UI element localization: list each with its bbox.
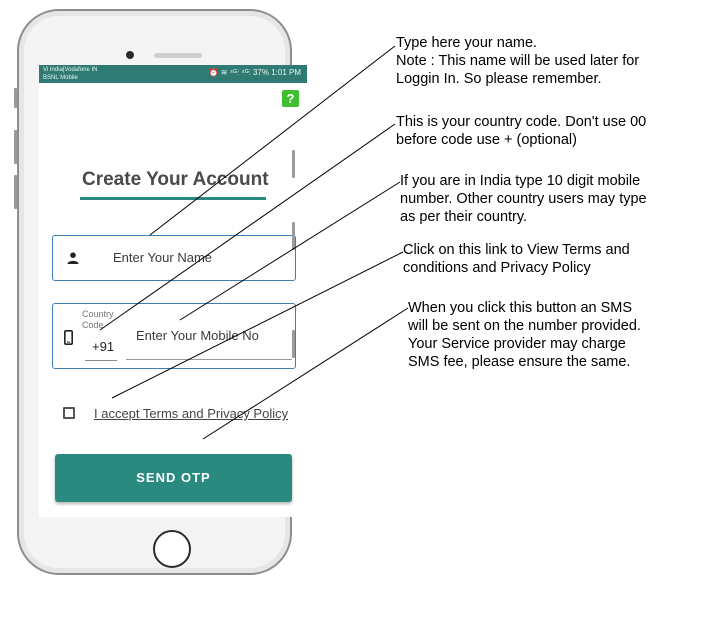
annotation-country-code: This is your country code. Don't use 00 before code use + (optional)	[396, 114, 647, 148]
country-code-label: Country Code	[82, 309, 114, 330]
leader-otp	[203, 308, 408, 439]
send-otp-button[interactable]: SEND OTP	[55, 454, 292, 502]
terms-link[interactable]: I accept Terms and Privacy Policy	[94, 406, 289, 421]
clock-time: 1:01 PM	[271, 68, 301, 77]
country-code-input[interactable]: +91	[92, 339, 115, 354]
annotation-name: Type here your name. Note : This name will be used later for Loggin In. So please remember.	[396, 35, 640, 87]
carrier-secondary: BSNL Mobile	[43, 75, 78, 81]
page-title: Create Your Account	[82, 169, 269, 190]
battery-level: 37%	[252, 68, 269, 77]
leader-name	[150, 46, 395, 235]
carrier-primary: Vi India|Vodafone IN	[43, 67, 98, 73]
signal-icons: ⏰ ≋ ⁴ᴳ⫶ ⁴ᴳ⫶	[208, 68, 251, 77]
annotation-terms: Click on this link to View Terms and conditions and Privacy Policy	[403, 242, 630, 276]
annotation-otp: When you click this button an SMS will be sent on the number provided. Your Service provider may charge SMS fee, please ensure the same.	[408, 300, 641, 370]
leader-terms	[112, 252, 403, 398]
annotation-mobile: If you are in India type 10 digit mobile number. Other country users may type as per their country.	[400, 173, 647, 225]
mobile-input[interactable]: Enter Your Mobile No	[136, 328, 259, 343]
leader-code	[100, 124, 395, 330]
name-input[interactable]: Enter Your Name	[113, 250, 213, 265]
help-button[interactable]: ?	[282, 90, 299, 107]
